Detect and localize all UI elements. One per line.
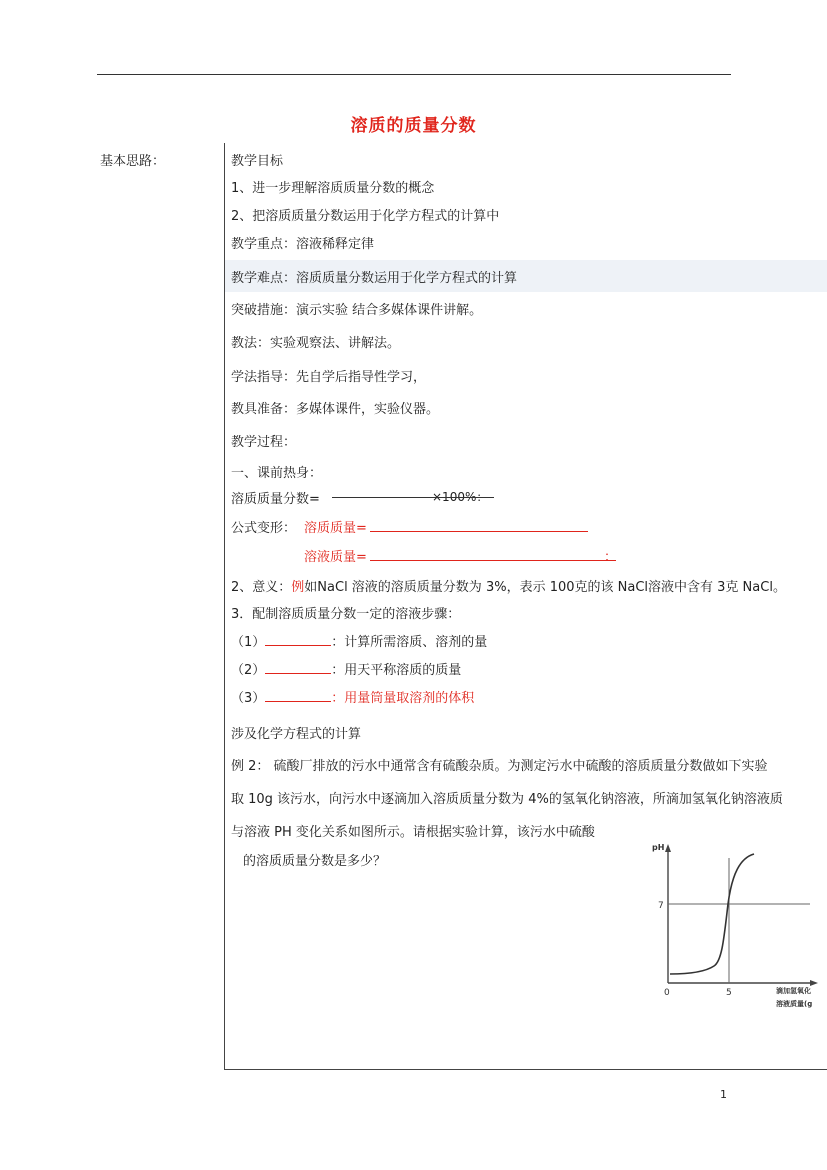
step-3-text: 用量筒量取溶剂的体积 (344, 691, 475, 706)
study-guide: 学法指导：先自学后指导性学习， (231, 370, 427, 385)
page-number: 1 (720, 1088, 727, 1101)
breakthrough-measures: 突破措施：演示实验 结合多媒体课件讲解。 (231, 303, 483, 318)
graph-x-tick: 5 (726, 988, 732, 998)
solute-mass-label: 溶质质量= (304, 521, 367, 536)
graph-y-tick: 7 (658, 901, 664, 911)
solution-mass-label: 溶液质量= (304, 550, 367, 565)
example-line-1: 例 2： 硫酸厂排放的污水中通常含有硫酸杂质。为测定污水中硫酸的溶质质量分数做如下实验 (231, 759, 768, 774)
goal-item-2: 2、把溶质质量分数运用于化学方程式的计算中 (231, 209, 500, 224)
solution-mass-colon: ： (604, 550, 618, 565)
teaching-process: 教学过程： (231, 435, 297, 450)
graph-x-label-2: 溶液质量(g (776, 1000, 813, 1008)
difficult-point: 教学难点：溶质质量分数运用于化学方程式的计算 (231, 271, 518, 286)
step-1-number: （1） (231, 635, 266, 650)
key-point: 教学重点：溶液稀释定律 (231, 237, 375, 252)
header-rule (97, 74, 731, 75)
step-1-blank (265, 633, 331, 646)
step-3-blank (265, 689, 331, 702)
step-2 (231, 659, 461, 678)
formula-strike-rule (432, 497, 494, 498)
graph-y-label: pH (652, 843, 665, 852)
meaning-line (231, 576, 786, 595)
ph-titration-graph (650, 838, 827, 1023)
teaching-method: 教法：实验观察法、讲解法。 (231, 336, 401, 351)
warmup-heading: 一、课前热身： (231, 466, 323, 481)
goal-heading: 教学目标 (231, 154, 284, 169)
meaning-prefix: 2、意义： (231, 580, 292, 595)
example-line-4: 的溶质质量分数是多少？ (243, 854, 387, 869)
solute-mass-blank (370, 518, 588, 532)
page-title: 溶质的质量分数 (350, 116, 477, 136)
left-column-label: 基本思路： (100, 154, 166, 169)
example-line-3: 与溶液 PH 变化关系如图所示。请根据实验计算，该污水中硫酸 (231, 825, 595, 840)
formula-label: 溶质质量分数= (231, 492, 320, 507)
step-2-blank (265, 661, 331, 674)
graph-x-label-1: 滴加氢氧化 (776, 987, 811, 995)
equipment: 教具准备：多媒体课件，实验仪器。 (231, 402, 440, 417)
step-3-number: （3） (231, 691, 266, 706)
example-line-2: 取 10g 该污水，向污水中逐滴加入溶质质量分数为 4%的氢氧化钠溶液，所滴加氢氧化钠溶液质 (231, 792, 783, 807)
step-2-text: ：用天平称溶质的质量 (331, 663, 462, 678)
graph-origin: 0 (664, 988, 670, 998)
goal-item-1: 1、进一步理解溶质质量分数的概念 (231, 181, 435, 196)
step-3-colon: ： (331, 691, 345, 706)
formula-fraction-rule (332, 497, 432, 498)
meaning-text: 如NaCl 溶液的溶质质量分数为 3%，表示 100克的该 NaCl溶液中含有 3克 NaCl。 (304, 580, 786, 595)
steps-heading: 3．配制溶质质量分数一定的溶液步骤： (231, 607, 461, 622)
transform-label: 公式变形： (231, 521, 297, 536)
step-2-number: （2） (231, 663, 266, 678)
step-3 (231, 687, 474, 706)
meaning-example-marker: 例 (291, 580, 305, 595)
step-1 (231, 631, 487, 650)
formula-tail: ×100%： (432, 490, 489, 504)
table-bottom-border (224, 1069, 827, 1070)
solution-mass-blank (370, 547, 616, 561)
equation-heading: 涉及化学方程式的计算 (231, 727, 362, 742)
step-1-text: ：计算所需溶质、溶剂的量 (331, 635, 488, 650)
